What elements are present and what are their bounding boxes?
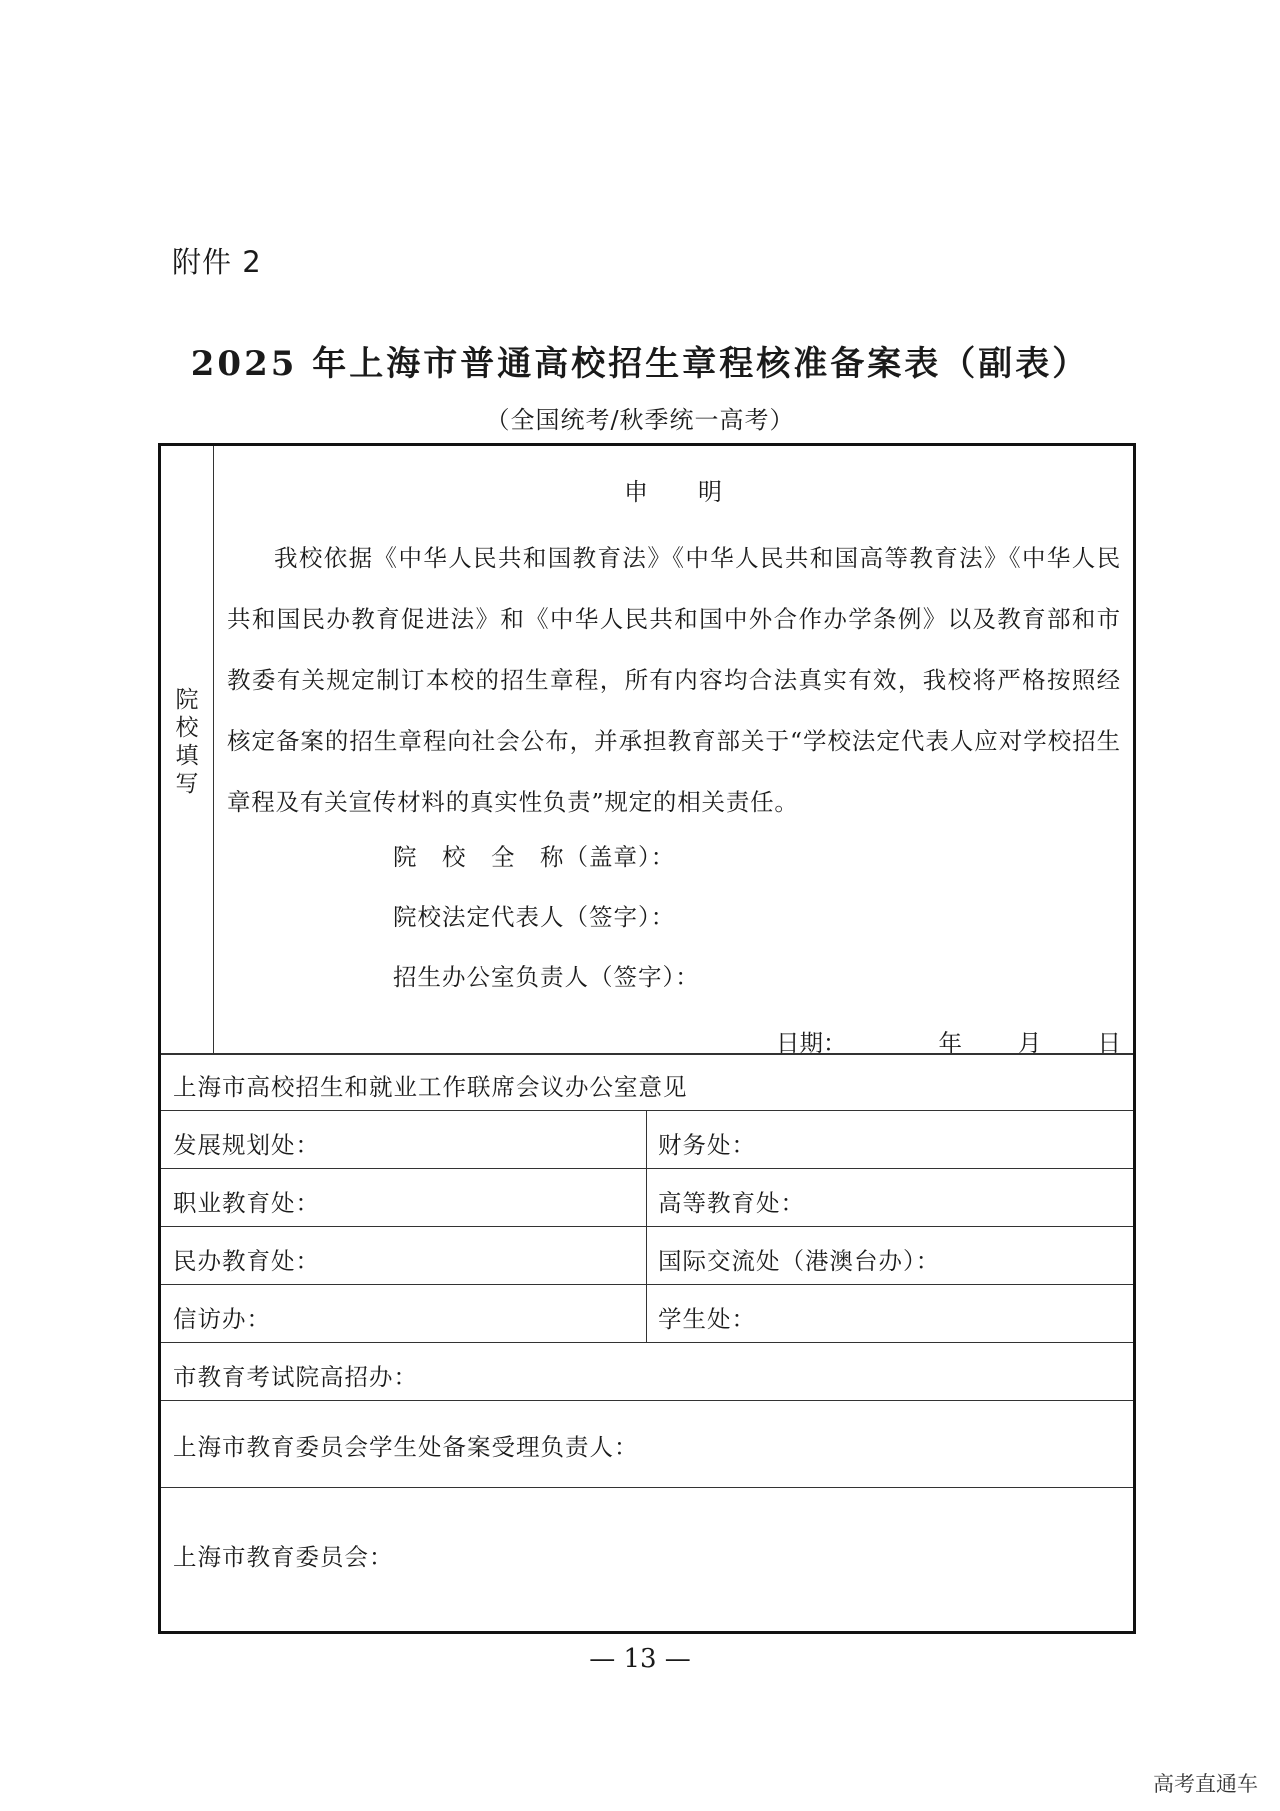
joint-office-opinion-heading: 上海市高校招生和就业工作联席会议办公室意见 [173, 1073, 688, 1101]
admissions-office-head-field[interactable]: 招生办公室负责人（签字）： [393, 963, 700, 991]
watermark-text: 高考直通车 [1153, 1772, 1258, 1796]
date-year: 年 [938, 1029, 962, 1057]
exam-institute-field[interactable]: 市教育考试院高招办： [173, 1363, 418, 1391]
finance-field[interactable]: 财务处： [658, 1131, 756, 1159]
school-full-name-field[interactable]: 院 校 全 称（盖章）： [393, 843, 676, 871]
legal-representative-field[interactable]: 院校法定代表人（签字）： [393, 903, 676, 931]
row-divider [161, 1400, 1133, 1401]
page-number: — 13 — [589, 1644, 691, 1674]
petition-office-field[interactable]: 信访办： [173, 1305, 271, 1333]
filing-form-table [158, 443, 1136, 1634]
side-label-char: 写 [175, 771, 199, 797]
form-title: 2025 年上海市普通高校招生章程核准备案表（副表） [190, 344, 1090, 384]
filing-officer-field[interactable]: 上海市教育委员会学生处备案受理负责人： [173, 1433, 639, 1461]
student-affairs-field[interactable]: 学生处： [658, 1305, 756, 1333]
date-day: 日 [1097, 1029, 1121, 1057]
date-label: 日期： [776, 1029, 847, 1057]
side-label-char: 填 [175, 743, 199, 769]
side-label-char: 校 [175, 715, 199, 741]
international-exchange-field[interactable]: 国际交流处（港澳台办）： [658, 1247, 941, 1275]
side-label-char: 院 [175, 687, 199, 713]
private-education-field[interactable]: 民办教育处： [173, 1247, 320, 1275]
declaration-body: 我校依据《中华人民共和国教育法》《中华人民共和国高等教育法》《中华人民共和国民办教育促进法》和《中华人民共和国中外合作办学条例》以及教育部和市教委有关规定制订本校的招生章程，所有内容均合法真实有效，我校将严格按照经核定备案的招生章程向社会公布，并承担教育部关于“学校法定代表人应对学校招生章程及有关宣传材料的真实性负责”规定的相关责任。 [227, 544, 1121, 816]
date-month: 月 [1018, 1029, 1042, 1057]
row-divider [161, 1342, 1133, 1343]
education-commission-field[interactable]: 上海市教育委员会： [173, 1543, 394, 1571]
vocational-education-field[interactable]: 职业教育处： [173, 1189, 320, 1217]
development-planning-field[interactable]: 发展规划处： [173, 1131, 320, 1159]
row-divider [161, 1487, 1133, 1488]
section-divider [161, 1053, 1133, 1055]
column-divider [646, 1110, 647, 1342]
row-divider [161, 1110, 1133, 1111]
school-fill-side-label [161, 686, 213, 798]
side-label-divider [213, 446, 214, 1053]
higher-education-field[interactable]: 高等教育处： [658, 1189, 805, 1217]
row-divider [161, 1226, 1133, 1227]
attachment-label: 附件 2 [172, 245, 262, 279]
row-divider [161, 1168, 1133, 1169]
declaration-heading: 申明 [624, 478, 772, 506]
form-subtitle: （全国统考/秋季统一高考） [485, 406, 795, 434]
row-divider [161, 1284, 1133, 1285]
